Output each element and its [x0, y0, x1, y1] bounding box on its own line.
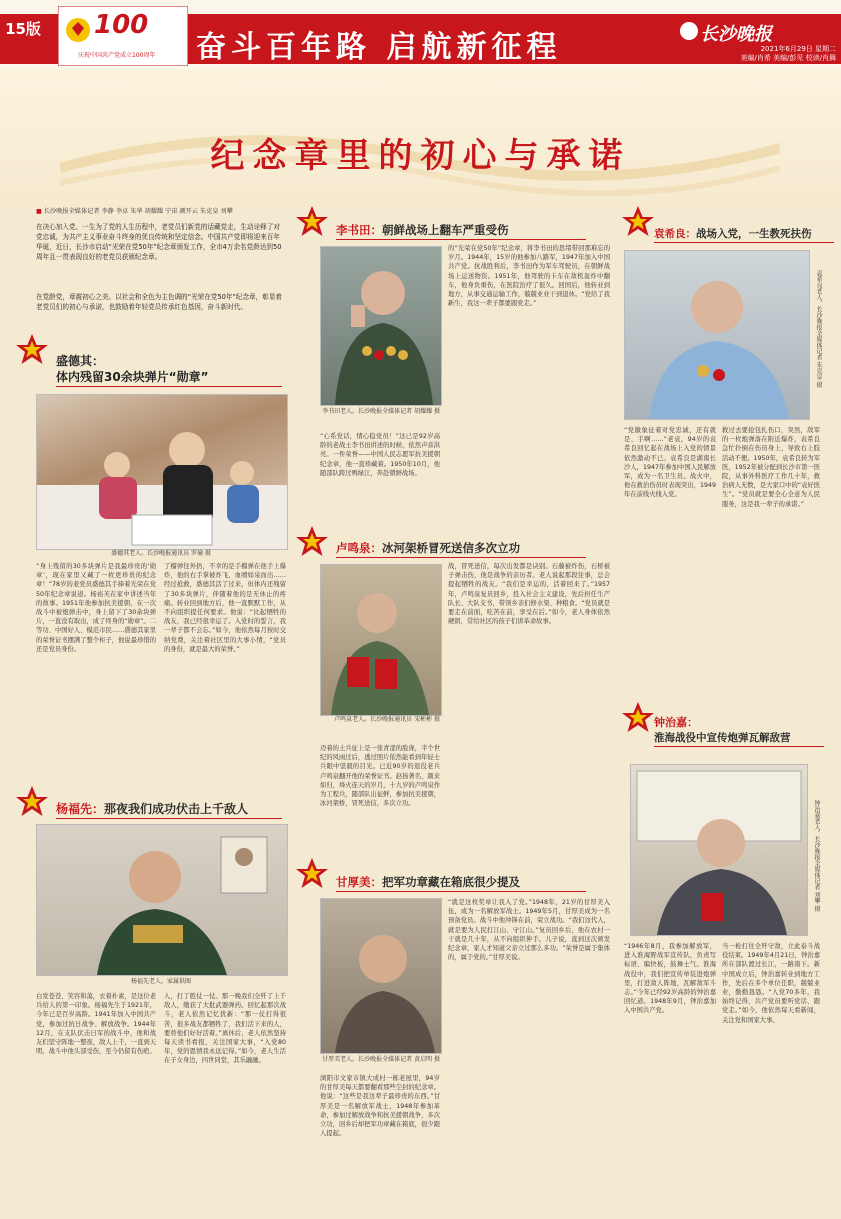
editors-line: 美编/肖希 美编/彭见 校读/肖舞 — [740, 54, 836, 62]
zhong-headline: 淮海战役中宣传炮弹瓦解敌营 — [654, 732, 791, 744]
gan-name: 甘厚美： — [336, 875, 382, 889]
edition-info — [740, 45, 836, 63]
date-line: 2021年6月29日 星期二 — [760, 45, 836, 53]
gan-rule — [336, 891, 586, 892]
page-number: 15版 — [0, 14, 46, 44]
page-title: 纪念章里的初心与承诺 — [210, 136, 631, 176]
star-icon — [620, 204, 656, 240]
yang-text-col-2: 人，打了胜仗一仗。那一晚我们全歼了上千敌人，缴获了大批武器弹药。回忆起那次战斗，老人依然记忆犹新：“那一仗打得很苦，很多战友都牺牲了，我们活下来的人，要替他们好好活着。”离休后，老人依然坚持每天读书看报，关注国家大事，“入党80年，党的恩情我永远记得。”如今，老人生活在子女身边，四世同堂，其乐融融。 — [164, 993, 286, 1065]
lu-text-col-1: 迈着的土兵征上是一张青涩的脸庞，半个世纪的风雨过后，透过照片依然能看到年轻士兵眼中坚毅的目光。已近90岁的退役老兵卢鸣泉翻开他的荣誉证书。赵扬著名，颜来如归，烽火连天的岁月，十九岁的卢鸣泉作为工程兵，随部队出征鲜，参加抗美援朝，冰河架桥，冒死送信，多次立功。 — [320, 745, 440, 808]
sheng-text-col-1: “身上残留的30多块弹片是我最珍贵的‘勋章’，现在家里又藏了一枚更珍贵的纪念章！”78岁的老党员盛德其手捧着光荣在党50年纪念章说道。杨裕芙在家中讲述当年的故事。1951年他参加抗美援朝，在一次战斗中被炮弹击中，身上留下了30余块弹片，一直没有取出，成了终身的“勋章”。二等功、中国好人、模范市民……盛德其家里的荣誉证书摆满了整个柜子，他说最珍惜的还是党员身份。 — [36, 563, 156, 653]
li-headline: 朝鲜战场上翻车严重受伤 — [382, 223, 509, 237]
centenary-emblem — [58, 6, 188, 66]
emblem-caption: 庆祝中国共产党成立100周年 — [78, 52, 156, 59]
gan-photo — [320, 898, 442, 1054]
sheng-text-col-2: 了榴弹往外扔，不幸的是手榴弹在他手上爆炸，他的右手掌被炸飞，血喷如泉而出……经过抢救，盛德其活了过来，但体内还残留了30多块弹片，伴随着他的是无休止的疼痛。转业回到地方后，他一直默默工作，从不向组织提任何要求。他说：“比起牺牲的战友，我已经很幸运了。入党时的誓言，我一辈子都不会忘。”如今，他依然每月按时交纳党费，关注着社区里的大事小情，“党员的身份，就是最大的荣誉。” — [164, 563, 286, 653]
lu-headline-block — [336, 540, 520, 556]
paper-name: 长沙晚报 — [700, 24, 772, 45]
yang-photo-scene — [37, 825, 287, 975]
paper-logo-icon — [680, 22, 698, 40]
lu-text-col-2: 战，冒死送信，每次出发都是诀别。石藤被炸伤，石桥被子弹击伤，他是战争的亲历者。老人说起那段往事，总会提起牺牲的战友。“我们是幸运的，活着回来了。”1957年，卢鸣泉复员回乡，投入社会主义建设，先后担任生产队长、大队支书，带领乡亲们修水渠、种粮食。“党员就是要走在前面，吃苦在前，享受在后。”如今，老人身体依然硬朗，常给社区的孩子们讲革命故事。 — [448, 563, 610, 626]
lu-photo — [320, 564, 442, 716]
zhong-text-col-2: 当一枪打住全歼守敌，立此泰斗战役结束。1949年4月21日，钟治嘉所在部队渡过长江，一路南下。新中国成立后，钟治嘉转业到地方工作，先后在多个单位任职，兢兢业业，勤勤恳恳。“入党70多年，我始终记得，共产党员要听党话、跟党走。”如今，他依然每天看新闻，关注党和国家大事。 — [722, 943, 820, 1024]
yuan-photo — [624, 250, 810, 420]
zhong-photo-scene — [631, 765, 807, 935]
lu-rule — [336, 557, 586, 558]
star-icon — [294, 856, 330, 892]
yang-text-col-1: 白发苍苍、笑容和蔼，衣着朴素，是这位老兵给人的第一印象。杨福先生于1921年，今年已是百岁高龄。1941年加入中国共产党，参加过抗日战争、解放战争。1944年12月，在支队伏击日军的战斗中，他和战友们坚守阵地一整夜，敌人上千，一直到天明。战斗中他头部受伤，至今仍留有伤疤。 — [36, 993, 156, 1056]
gan-headline: 把军功章藏在箱底很少提及 — [382, 875, 520, 889]
zhong-text-col-1: “1946年8月，我参加解放军，进入淮海野战军宣传队，负责写标语、编快板，鼓舞士气。淮海战役中，我们把宣传单装进炮弹里，打进敌人阵地，瓦解敌军斗志。”今年已经92岁高龄的钟治嘉回忆道。1948年9月，钟治嘉加入中国共产党。 — [624, 943, 716, 1015]
sheng-headline: 体内残留30余块弹片“勋章” — [56, 370, 209, 384]
yuan-headline-block — [654, 226, 812, 241]
yuan-photo-scene — [625, 251, 809, 419]
lead-paragraph-1: 在决心加入党、一生为了党的人生历程中，老党员们新党的话藏党走，生动诠释了对党忠诚，为共产主义事业奋斗终身的优良传统和坚定信念。中国共产党即将迎来百年华诞，近日，长沙市启动“光荣在党50年”纪念章颁发工作，全市4万余名党龄达到50周年且一贯表现良好的老党员获颁纪念章。 — [36, 223, 282, 261]
yang-name: 杨福先： — [56, 802, 105, 816]
banner-title: 奋斗百年路 启航新征程 — [196, 30, 562, 65]
gan-text-col-1: 浏阳市文家市镇大成村一栋老屋里，94岁的甘厚美每天都要翻看那些尘封的纪念章。他说：“这些是我这辈子最珍贵的东西。”甘厚美是一名解放军战士，1948年参加革命，参加过解放战争和抗美援朝战争，多次立功，回乡后却把军功章藏在箱底，很少跟人提起。 — [320, 1075, 440, 1138]
sheng-photo — [36, 394, 288, 550]
star-icon — [294, 524, 330, 560]
sheng-photo-caption: 盛德其老人。长沙晚报通讯员 罗瑜 摄 — [111, 550, 211, 557]
yuan-rule — [654, 242, 834, 243]
yuan-headline: 战场入党，一生教死扶伤 — [696, 228, 812, 240]
star-icon — [14, 784, 50, 820]
yang-photo — [36, 824, 288, 976]
lead-paragraph-2: 在党龄党，章震初心之美。以社会和全色为主色调的“光荣在党50年”纪念章，彰显着老党员们的初心与承诺，也鼓励着年轻党员传承红色基因，奋斗新时代。 — [36, 293, 283, 311]
yang-headline-block — [56, 800, 248, 817]
yuan-photo-caption: 袁希良老人。长沙晚报全媒体记者 朱克皇 摄 — [815, 270, 822, 388]
li-headline-block — [336, 222, 509, 238]
zhong-rule — [654, 746, 824, 747]
star-icon — [620, 700, 656, 736]
sheng-name: 盛德其： — [56, 354, 105, 368]
zhong-photo-caption: 钟治嘉老人。长沙晚报全媒体记者 刘攀 摄 — [813, 800, 820, 912]
byline-bullet-icon: ■ — [36, 208, 42, 215]
li-text-col-1: “心系党话，情心稳党员！”这已是92岁高龄的老战士李书田讲述的时候，依然声音洪亮。一件荣誉——中国人民志愿军抗美援朝纪念章，他一直珍藏着。1950年10月，他随部队跨过鸭绿江，奔赴朝鲜战场。 — [320, 433, 440, 477]
li-photo — [320, 246, 442, 406]
yuan-text-col-2: 救过去要抢包扎伤口，突然，敌军的一枚炮弹落在附近爆炸，袁希良急忙扑倒在伤员身上，导致右上肢活动不便。1950年，袁希良转为军医，1952年被分配到长沙市第一医院，从事外科医疗工作几十年，救治病人无数，是大家口中的“袁好医生”。“党员就是要全心全意为人民服务，这是我一辈子的承诺。” — [722, 427, 820, 508]
emblem-number: 100 — [94, 10, 149, 40]
yang-rule — [56, 818, 282, 819]
gan-text-col-2: “就是这枚奖章让我入了党。”1948年，21岁的甘厚美入伍，成为一名解放军战士。1949年5月，甘厚美成为一名预备党员。战斗中他冲锋在前，荣立战功。“我们这代人，就是要为人民打江山、守江山。”复员回乡后，他在农村一干就是几十年，从不向组织伸手。儿子说，直到这次颁发纪念章，家人才知道父亲立过那么多功。“荣誉是属于集体的，属于党的。”甘厚美说。 — [448, 899, 610, 962]
lu-photo-caption: 卢鸣泉老人。长沙晚报通讯员 宋彬彬 摄 — [334, 716, 440, 723]
yang-photo-caption: 杨福先老人。家属供图 — [130, 978, 191, 985]
zhong-name: 钟治嘉： — [654, 716, 698, 729]
li-name: 李书田： — [336, 223, 382, 237]
lu-photo-scene — [321, 565, 441, 715]
lu-headline: 冰河架桥冒死送信多次立功 — [382, 541, 520, 555]
sheng-rule — [56, 386, 282, 387]
yuan-text-col-1: “党徽象征着对党忠诚，还有就是、手啊……”老袁，94岁的袁希良回忆起在战场上入党的情景依然激动不已。袁希良是湖南长沙人，1947年参加中国人民解放军，成为一名卫生员。战火中，他在救治伤员时表现突出，1949年在前线火线入党。 — [624, 427, 716, 499]
zhong-photo — [630, 764, 808, 936]
li-photo-caption: 李书田老人。长沙晚报全媒体记者 胡耀耀 摄 — [322, 408, 440, 415]
lu-name: 卢鸣泉： — [336, 541, 382, 555]
gan-photo-scene — [321, 899, 441, 1053]
li-photo-scene — [321, 247, 441, 405]
byline: ■ 长沙晚报全媒体记者 李静 李卓 朱华 胡耀耀 宁宙 颜开云 朱克皇 刘攀 — [36, 208, 233, 215]
yuan-name: 袁希良： — [654, 228, 696, 240]
sheng-photo-scene — [37, 395, 287, 549]
yang-headline: 那夜我们成功伏击上千敌人 — [104, 802, 249, 816]
li-text-col-2: 的“光荣在党50年”纪念章，将李书田的思绪带回那难忘的岁月。1944年，15岁的他参加八路军，1947年加入中国共产党。抗战胜利后，李书田作为军车驾驶员，在朝鲜战场上运送物资。1951年，他驾驶的卡车在敌机轰炸中翻车，他身负重伤，在医院治疗了很久。回国后，他转业到地方，从事交通运输工作，兢兢业业干到退休。“党给了我新生，我这一辈子都要跟党走。” — [448, 245, 610, 308]
gan-photo-caption: 甘厚美老人。长沙晚报全媒体记者 黄启明 摄 — [322, 1056, 440, 1063]
li-rule — [336, 239, 586, 240]
star-icon — [14, 332, 50, 368]
star-icon — [294, 204, 330, 240]
gan-headline-block — [336, 874, 520, 890]
